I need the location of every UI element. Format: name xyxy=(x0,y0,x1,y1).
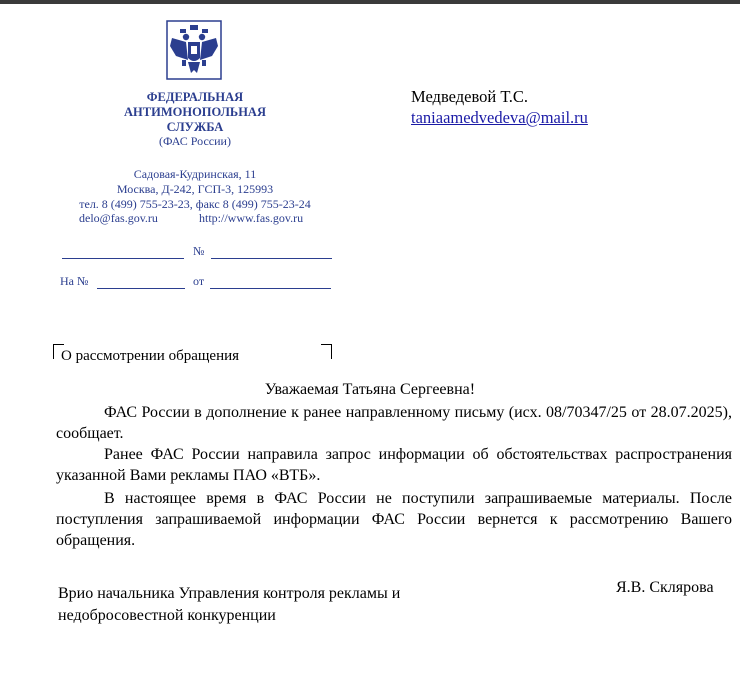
addressee-email-link[interactable]: taniaamedvedeva@mail.ru xyxy=(411,108,588,127)
number-label: № xyxy=(193,244,205,258)
addressee-block xyxy=(411,86,588,128)
ref-date-line xyxy=(210,288,331,289)
body-paragraph-2: Ранее ФАС России направила запрос информации об обстоятельствах распространения указанной Вами рекламы ПАО «ВТБ». xyxy=(56,446,732,484)
agency-short-name: (ФАС России) xyxy=(159,134,231,148)
coat-of-arms-icon xyxy=(166,20,222,80)
agency-website: http://www.fas.gov.ru xyxy=(199,211,304,225)
signatory-position-line2: недобросовестной конкуренции xyxy=(58,607,276,624)
signatory-position-line1: Врио начальника Управления контроля рекламы и xyxy=(58,585,401,602)
agency-name-line1: ФЕДЕРАЛЬНАЯ xyxy=(146,90,244,104)
addressee-name: Медведевой Т.С. xyxy=(411,87,529,106)
outgoing-number-line xyxy=(211,258,332,259)
phone-fax-line: тел. 8 (499) 755-23-23, факс 8 (499) 755-23-24 xyxy=(79,197,311,211)
agency-name-line3: СЛУЖБА xyxy=(166,120,224,134)
address-line2: Москва, Д-242, ГСП-3, 125993 xyxy=(116,182,274,196)
top-border xyxy=(0,0,740,4)
body-paragraph-3: В настоящее время в ФАС России не поступили запрашиваемые материалы. После поступления запрашиваемой информации ФАС России вернется к рассмотрению Вашего обращения. xyxy=(56,490,732,549)
signatory-name: Я.В. Склярова xyxy=(616,579,714,596)
body-paragraph-1: ФАС России в дополнение к ранее направленному письму (исх. 08/70347/25 от 28.07.2025), сообщает. xyxy=(56,404,732,442)
letter-subject: О рассмотрении обращения xyxy=(61,348,240,364)
address-line1: Садовая-Кудринская, 11 xyxy=(133,167,257,181)
signatory-position xyxy=(58,583,400,627)
subject-corner-right xyxy=(321,344,332,359)
ref-number-label: На № xyxy=(60,274,89,288)
salutation: Уважаемая Татьяна Сергеевна! xyxy=(264,381,476,398)
agency-email: delo@fas.gov.ru xyxy=(79,211,158,225)
ref-date-label: от xyxy=(193,274,205,288)
ref-number-line xyxy=(97,288,185,289)
outgoing-date-line xyxy=(62,258,184,259)
agency-name-line2: АНТИМОНОПОЛЬНАЯ xyxy=(124,105,266,119)
